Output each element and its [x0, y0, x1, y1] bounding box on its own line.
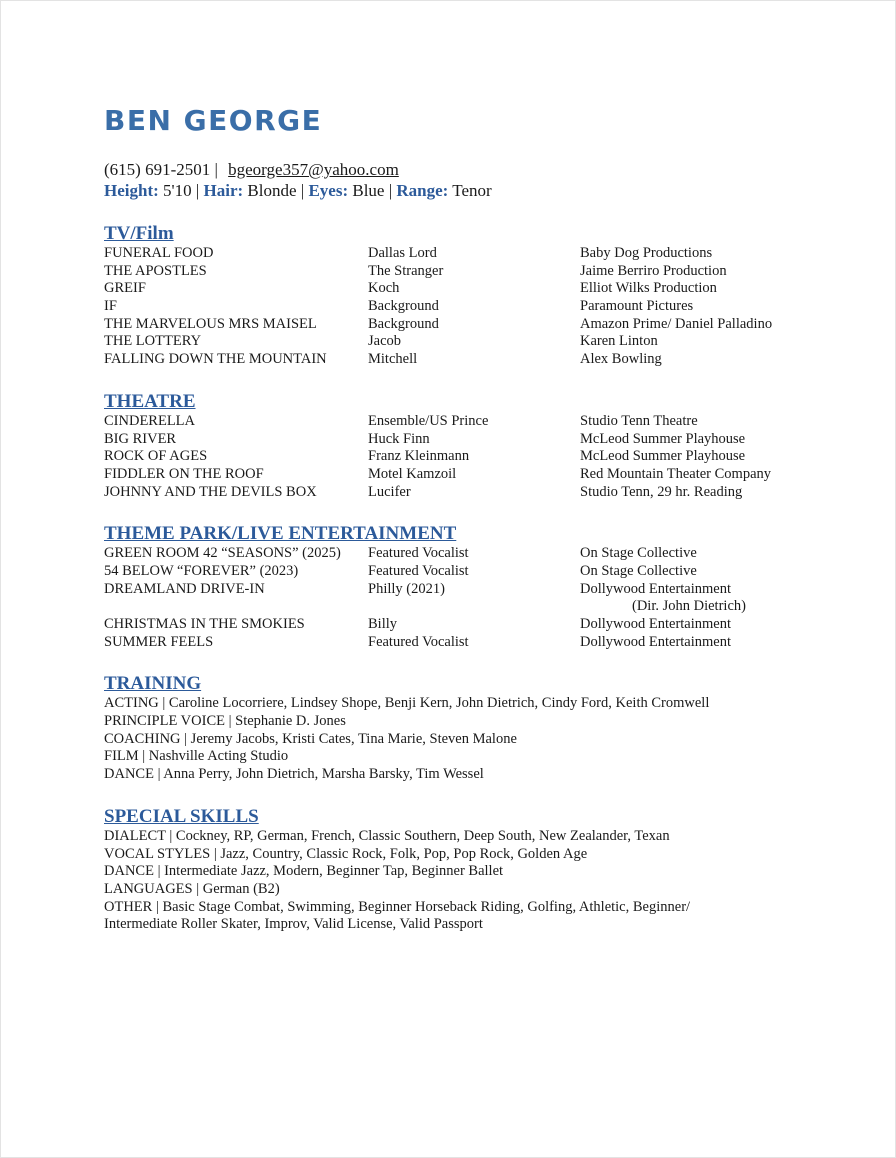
text-line: VOCAL STYLES | Jazz, Country, Classic Rock, Folk, Pop, Pop Rock, Golden Age [104, 845, 588, 862]
height-value: 5'10 [163, 181, 192, 200]
credit-title: GREIF [104, 280, 146, 297]
credit-title: ROCK OF AGES [104, 448, 208, 465]
text-line: LANGUAGES | German (B2) [104, 881, 280, 897]
credit-role: Lucifer [368, 483, 411, 500]
eyes-value: Blue [352, 181, 385, 200]
resume-name: BEN GEORGE [104, 104, 323, 137]
credit-row [104, 351, 804, 369]
credit-company: Red Mountain Theater Company [580, 465, 772, 482]
director-note-row [104, 598, 804, 616]
credit-title: CHRISTMAS IN THE SMOKIES [104, 616, 305, 632]
credit-row [104, 431, 804, 449]
credit-company: Studio Tenn Theatre [580, 412, 698, 429]
credit-row [104, 545, 804, 563]
credit-title: BIG RIVER [104, 430, 177, 447]
credits-table [104, 245, 804, 369]
credit-role: Huck Finn [368, 430, 430, 447]
credit-company: Alex Bowling [580, 351, 662, 368]
credit-role: Background [368, 298, 439, 315]
credit-row [104, 413, 804, 431]
section-title: TRAINING [104, 673, 202, 695]
credit-title: THE APOSTLES [104, 262, 207, 279]
credit-company: On Stage Collective [580, 545, 697, 562]
credit-title: GREEN ROOM 42 “SEASONS” (2025) [104, 545, 341, 562]
height-label: Height: [104, 181, 159, 200]
section-theatre [104, 391, 804, 501]
credit-role: Background [368, 315, 439, 332]
credit-company: McLeod Summer Playhouse [580, 430, 746, 447]
credit-company: Amazon Prime/ Daniel Palladino [580, 315, 773, 332]
credit-title: FUNERAL FOOD [104, 245, 214, 261]
section-tvfilm [104, 223, 804, 369]
hair-value: Blonde [247, 181, 297, 200]
credit-company: Studio Tenn, 29 hr. Reading [580, 483, 743, 500]
credit-title: CINDERELLA [104, 412, 196, 429]
text-line: ACTING | Caroline Locorriere, Lindsey Shope, Benji Kern, John Dietrich, Cindy Ford, Keith Cromwell [104, 695, 710, 712]
credit-role: Mitchell [368, 351, 418, 368]
credit-role: The Stranger [368, 262, 444, 279]
credit-row [104, 581, 804, 599]
credit-company: Dollywood Entertainment [580, 616, 732, 632]
credit-row [104, 245, 804, 263]
credit-row [104, 616, 804, 634]
credit-row [104, 298, 804, 316]
credit-company: Baby Dog Productions [580, 245, 713, 261]
text-list [104, 695, 804, 784]
section-title: THEATRE [104, 390, 196, 412]
credit-role: Koch [368, 280, 400, 297]
credit-row [104, 263, 804, 281]
range-value: Tenor [452, 181, 492, 200]
credits-table [104, 545, 804, 598]
credit-company: Paramount Pictures [580, 298, 694, 315]
credit-row [104, 316, 804, 334]
credit-role: Philly (2021) [368, 580, 445, 597]
text-line: DANCE | Anna Perry, John Dietrich, Marsha Barsky, Tim Wessel [104, 766, 484, 783]
credits-table [104, 616, 804, 651]
text-line: FILM | Nashville Acting Studio [104, 748, 289, 765]
range-label: Range: [396, 181, 449, 200]
credit-row [104, 280, 804, 298]
credit-title: JOHNNY AND THE DEVILS BOX [104, 483, 317, 500]
credit-title: THE MARVELOUS MRS MAISEL [104, 315, 317, 332]
credit-company: Dollywood Entertainment [580, 633, 732, 650]
credit-company: Dollywood Entertainment [580, 580, 732, 597]
credit-role: Jacob [368, 333, 402, 350]
text-line: DANCE | Intermediate Jazz, Modern, Beginner Tap, Beginner Ballet [104, 863, 504, 880]
credit-title: IF [104, 298, 117, 315]
section-training [104, 673, 804, 784]
stats-line [104, 180, 804, 201]
section-title: TV/Film [104, 223, 174, 244]
credit-company: Karen Linton [580, 333, 658, 350]
credit-role: Dallas Lord [368, 245, 437, 261]
credit-role: Franz Kleinmann [368, 448, 470, 465]
credit-title: THE LOTTERY [104, 333, 202, 350]
credit-role: Billy [368, 616, 398, 632]
credit-company: McLeod Summer Playhouse [580, 448, 746, 465]
credit-row [104, 634, 804, 652]
credit-company: Elliot Wilks Production [580, 280, 717, 297]
director-note: (Dir. John Dietrich) [632, 598, 746, 615]
credit-title: FALLING DOWN THE MOUNTAIN [104, 351, 327, 368]
contact-line [104, 160, 804, 180]
resume [104, 104, 804, 934]
credit-role: Featured Vocalist [368, 545, 469, 562]
eyes-label: Eyes: [308, 181, 349, 200]
credits-table [104, 413, 804, 501]
credit-title: FIDDLER ON THE ROOF [104, 465, 264, 482]
separator: | [300, 181, 305, 200]
credit-row [104, 448, 804, 466]
credit-role: Featured Vocalist [368, 633, 469, 650]
credit-title: SUMMER FEELS [104, 633, 214, 650]
email-link[interactable]: bgeorge357@yahoo.com [228, 160, 399, 179]
hair-label: Hair: [203, 181, 244, 200]
credit-row [104, 563, 804, 581]
credit-row [104, 484, 804, 502]
text-line: PRINCIPLE VOICE | Stephanie D. Jones [104, 713, 346, 730]
section-title: THEME PARK/LIVE ENTERTAINMENT [104, 523, 457, 545]
text-line: COACHING | Jeremy Jacobs, Kristi Cates, Tina Marie, Steven Malone [104, 730, 517, 747]
credit-title: DREAMLAND DRIVE-IN [104, 580, 265, 597]
credit-company: On Stage Collective [580, 562, 697, 579]
separator: | [195, 181, 200, 200]
credit-role: Ensemble/US Prince [368, 412, 489, 429]
credit-row [104, 466, 804, 484]
section-skills [104, 806, 804, 934]
section-title: SPECIAL SKILLS [104, 805, 259, 827]
text-list [104, 828, 804, 899]
credit-company: Jaime Berriro Production [580, 262, 727, 279]
separator: | [388, 181, 393, 200]
credit-title: 54 BELOW “FOREVER” (2023) [104, 562, 299, 579]
credit-row [104, 333, 804, 351]
credit-role: Motel Kamzoil [368, 465, 457, 482]
phone: (615) 691-2501 | [104, 160, 218, 179]
text-line: DIALECT | Cockney, RP, German, French, Classic Southern, Deep South, New Zealander, Texan [104, 827, 670, 844]
skills-other: OTHER | Basic Stage Combat, Swimming, Beginner Horseback Riding, Golfing, Athletic, Beginner/ Intermediate Roller Skater, Improv, Valid License, Valid Passport [104, 898, 691, 933]
credit-role: Featured Vocalist [368, 562, 469, 579]
section-themepark [104, 523, 804, 651]
